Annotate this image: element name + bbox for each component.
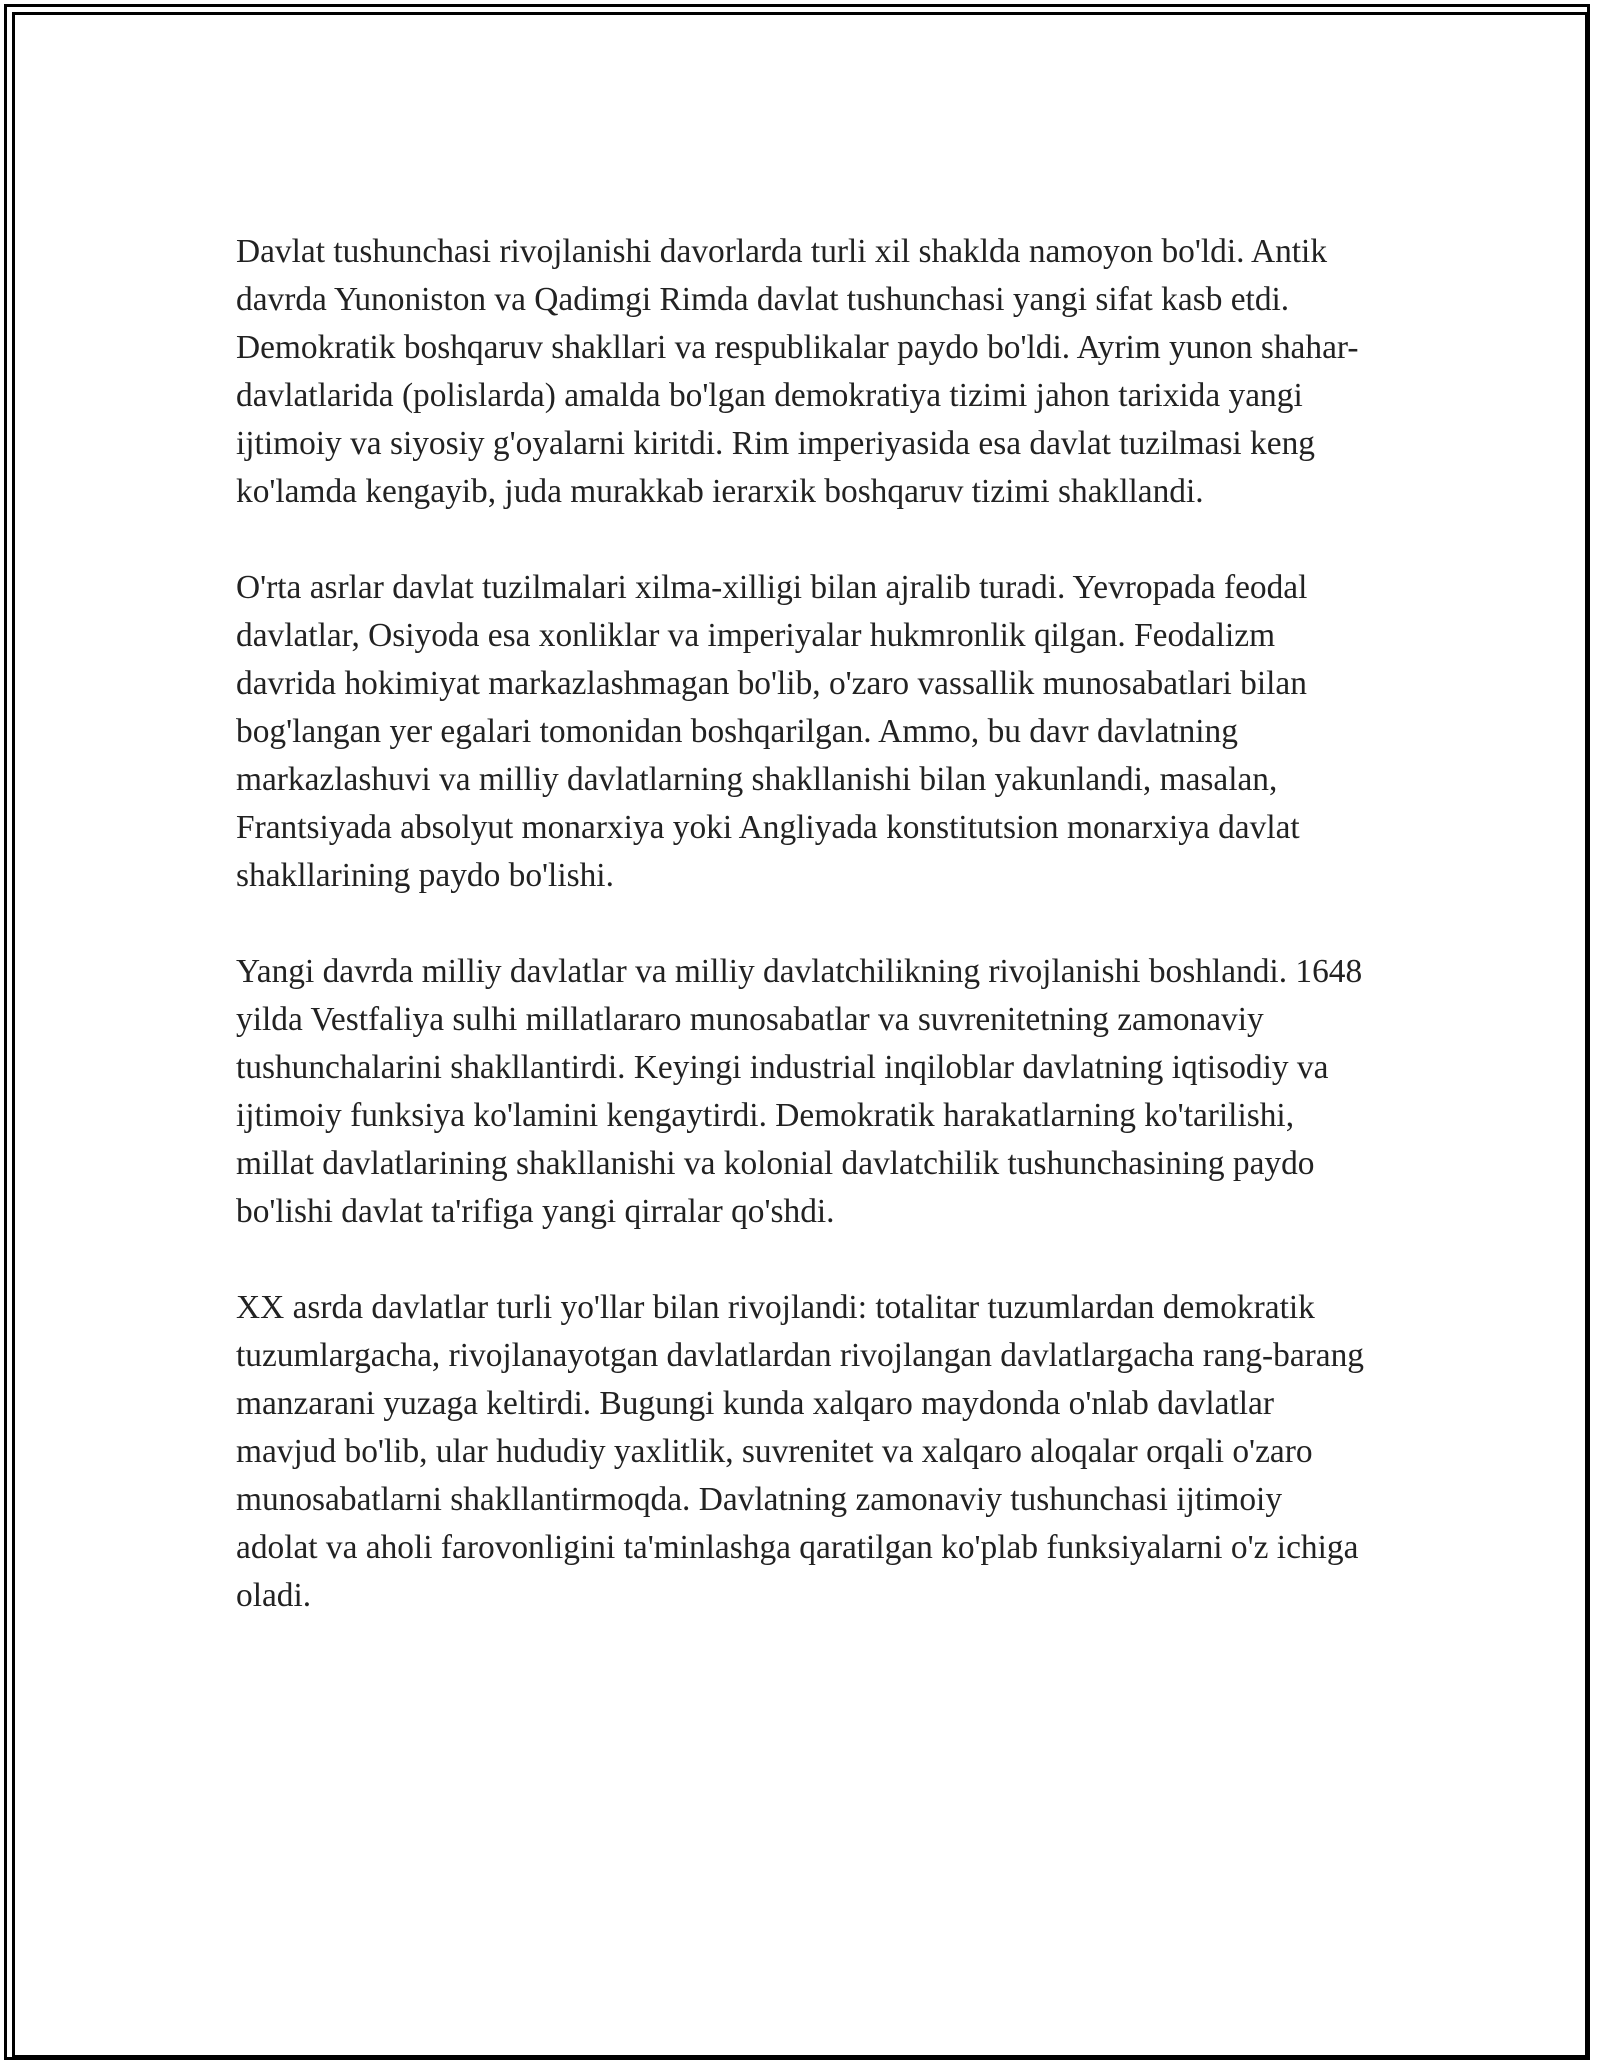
document-body: [236, 228, 1366, 1668]
paragraph-2: O'rta asrlar davlat tuzilmalari xilma-xilligi bilan ajralib turadi. Yevropada feodal davlatlar, Osiyoda esa xonliklar va imperiyalar hukmronlik qilgan. Feodalizm davrida hokimiyat markazlashmagan bo'lib, o'zaro vassallik munosabatlari bilan bog'langan yer egalari tomonidan boshqarilgan. Ammo, bu davr davlatning markazlashuvi va milliy davlatlarning shakllanishi bilan yakunlandi, masalan, Frantsiyada absolyut monarxiya yoki Angliyada konstitutsion monarxiya davlat shakllarining paydo bo'lishi.: [236, 569, 1308, 894]
paragraph-1: Davlat tushunchasi rivojlanishi davorlarda turli xil shaklda namoyon bo'ldi. Antik davrda Yunoniston va Qadimgi Rimda davlat tushunchasi yangi sifat kasb etdi. Demokratik boshqaruv shakllari va respublikalar paydo bo'ldi. Ayrim yunon shahar-davlatlarida (polislarda) amalda bo'lgan demokratiya tizimi jahon tarixida yangi ijtimoiy va siyosiy g'oyalarni kiritdi. Rim imperiyasida esa davlat tuzilmasi keng ko'lamda kengayib, juda murakkab ierarxik boshqaruv tizimi shakllandi.: [236, 233, 1359, 510]
paragraph-4: XX asrda davlatlar turli yo'llar bilan rivojlandi: totalitar tuzumlardan demokratik tuzumlargacha, rivojlanayotgan davlatlardan rivojlangan davlatlargacha rang-barang manzarani yuzaga keltirdi. Bugungi kunda xalqaro maydonda o'nlab davlatlar mavjud bo'lib, ular hududiy yaxlitlik, suvrenitet va xalqaro aloqalar orqali o'zaro munosabatlarni shakllantirmoqda. Davlatning zamonaviy tushunchasi ijtimoiy adolat va aholi farovonligini ta'minlashga qaratilgan ko'plab funksiyalarni o'z ichiga oladi.: [236, 1289, 1364, 1614]
paragraph-3: Yangi davrda milliy davlatlar va milliy davlatchilikning rivojlanishi boshlandi. 1648 yilda Vestfaliya sulhi millatlararo munosabatlar va suvrenitetning zamonaviy tushunchalarini shakllantirdi. Keyingi industrial inqiloblar davlatning iqtisodiy va ijtimoiy funksiya ko'lamini kengaytirdi. Demokratik harakatlarning ko'tarilishi, millat davlatlarining shakllanishi va kolonial davlatchilik tushunchasining paydo bo'lishi davlat ta'rifiga yangi qirralar qo'shdi.: [236, 953, 1363, 1230]
